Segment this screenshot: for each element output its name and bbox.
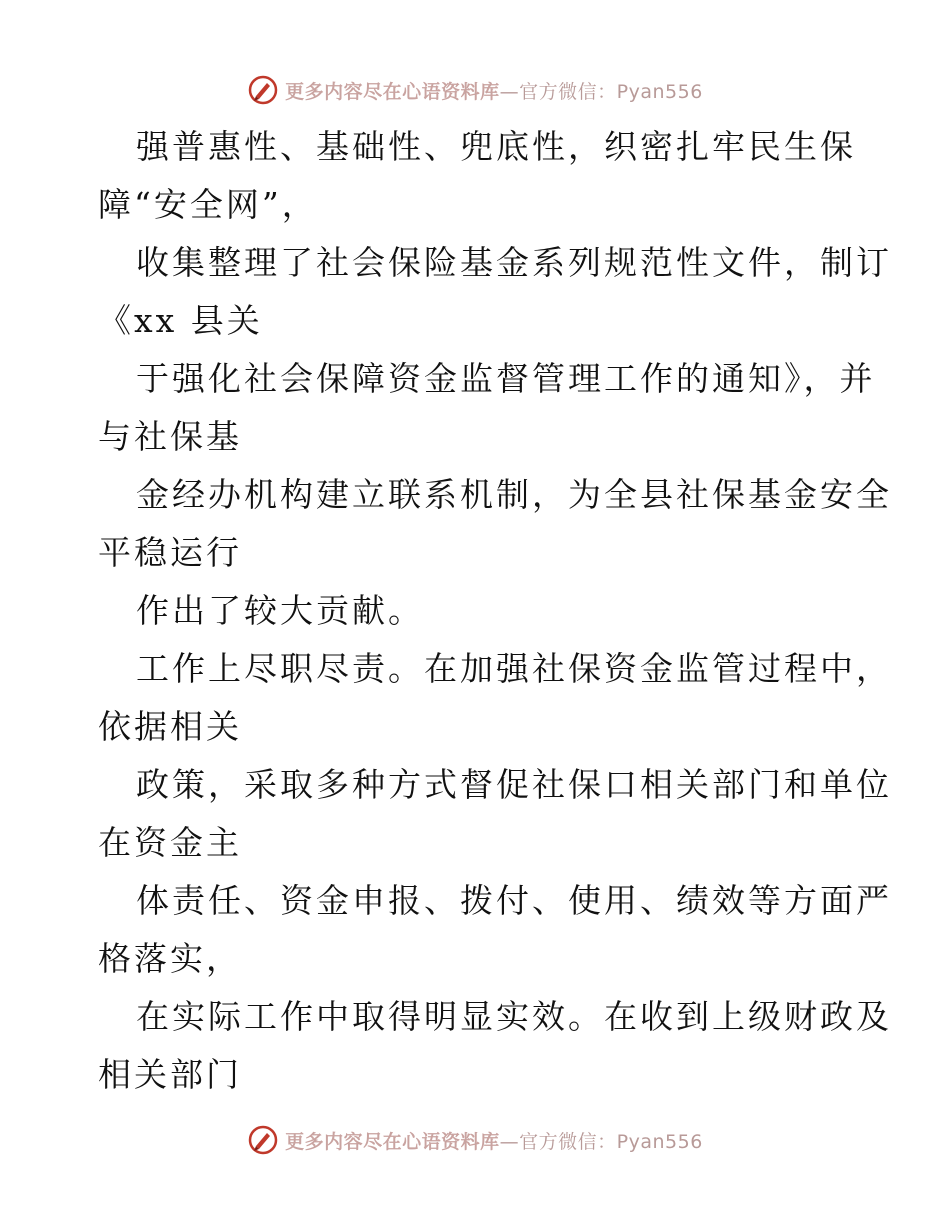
paragraph-line: 障“安全网”， [98,185,318,224]
paragraph-line: 《xx 县关 [98,301,263,340]
pen-logo-icon [247,74,279,106]
paragraph-line: 强普惠性、基础性、兜底性，织密扎牢民生保 [136,127,856,166]
paragraph-line: 平稳运行 [98,533,242,572]
paragraph-line: 格落实， [98,939,242,978]
paragraph-line: 依据相关 [98,707,242,746]
paragraph-line: 于强化社会保障资金监督管理工作的通知》，并 [136,359,876,398]
paragraph-line: 政策，采取多种方式督促社保口相关部门和单位 [136,765,892,804]
watermark-text [285,77,703,104]
watermark-contact-text: 官方微信：Pyan556 [519,1130,703,1153]
watermark-main-text: 更多内容尽在心语资料库 [285,1130,500,1153]
document-body [98,118,892,1104]
paragraph-line: 相关部门 [98,1055,242,1094]
footer-watermark [0,1120,950,1160]
paragraph-line: 作出了较大贡献。 [136,591,424,630]
paragraph-line: 在资金主 [98,823,242,862]
paragraph-line: 金经办机构建立联系机制，为全县社保基金安全 [136,475,892,514]
paragraph-line: 收集整理了社会保险基金系列规范性文件，制订 [136,243,892,282]
paragraph-line: 在实际工作中取得明显实效。在收到上级财政及 [136,997,892,1036]
watermark-contact-text: 官方微信：Pyan556 [519,80,703,103]
paragraph-line: 与社保基 [98,417,242,456]
watermark-dash: — [499,80,520,103]
paragraph-line: 工作上尽职尽责。在加强社保资金监管过程中， [136,649,892,688]
pen-logo-icon [247,1124,279,1156]
watermark-text [285,1127,703,1154]
watermark-main-text: 更多内容尽在心语资料库 [285,80,500,103]
header-watermark [0,70,950,110]
watermark-dash: — [499,1130,520,1153]
paragraph-line: 体责任、资金申报、拨付、使用、绩效等方面严 [136,881,892,920]
